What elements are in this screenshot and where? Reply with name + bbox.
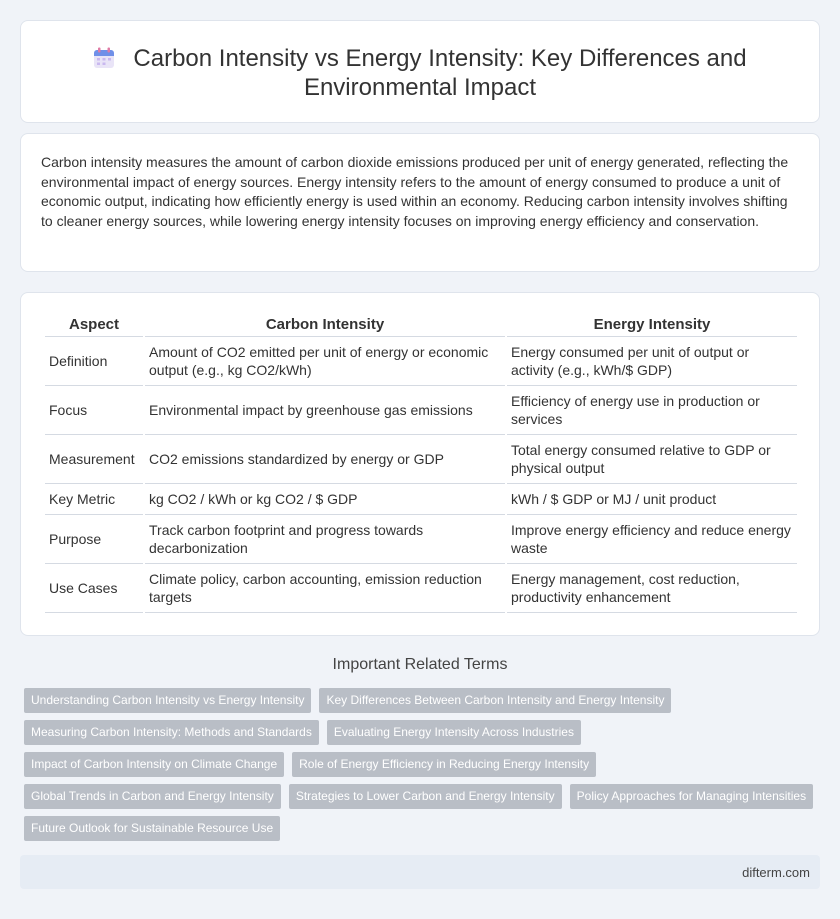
table-row [45,337,797,386]
row-carbon-value: Amount of CO2 emitted per unit of energy or economic output (e.g., kg CO2/kWh) [145,337,505,386]
footer-bar [20,855,820,889]
row-energy-value: kWh / $ GDP or MJ / unit product [507,484,797,515]
table-row [45,435,797,484]
row-energy-value: Improve energy efficiency and reduce energy waste [507,515,797,564]
related-term-link[interactable]: Evaluating Energy Intensity Across Industries [327,720,581,745]
row-carbon-value: Climate policy, carbon accounting, emission reduction targets [145,564,505,613]
row-energy-value: Energy management, cost reduction, productivity enhancement [507,564,797,613]
row-carbon-value: CO2 emissions standardized by energy or GDP [145,435,505,484]
comparison-table [43,313,799,613]
row-energy-value: Total energy consumed relative to GDP or physical output [507,435,797,484]
related-terms-tags [24,688,824,848]
title-line-1: Carbon Intensity vs Energy Intensity: Key Differences and [133,45,747,72]
comparison-table-card [20,292,820,636]
intro-paragraph: Carbon intensity measures the amount of carbon dioxide emissions produced per unit of energy generated, reflecting the environmental impact of energy sources. Energy intensity refers to the amount of energy consumed to produce a unit of economic output, indicating how efficiently energy is used within an economy. Reducing carbon intensity involves shifting to cleaner energy sources, while lowering energy intensity focuses on improving energy efficiency and conservation. [41,154,789,229]
table-row [45,564,797,613]
row-aspect: Measurement [45,435,143,484]
page-title [21,44,819,102]
row-energy-value: Efficiency of energy use in production or services [507,386,797,435]
table-row [45,386,797,435]
related-term-link[interactable]: Global Trends in Carbon and Energy Intensity [24,784,281,809]
row-aspect: Purpose [45,515,143,564]
row-aspect: Focus [45,386,143,435]
related-term-link[interactable]: Policy Approaches for Managing Intensities [570,784,813,809]
related-terms-heading: Important Related Terms [332,656,508,673]
table-header-row [45,313,797,337]
intro-card [20,133,820,272]
related-term-link[interactable]: Measuring Carbon Intensity: Methods and Standards [24,720,319,745]
header-energy-intensity: Energy Intensity [507,313,797,337]
related-term-link[interactable]: Role of Energy Efficiency in Reducing Energy Intensity [292,752,596,777]
related-term-link[interactable]: Understanding Carbon Intensity vs Energy Intensity [24,688,311,713]
header-aspect: Aspect [45,313,143,337]
related-term-link[interactable]: Future Outlook for Sustainable Resource Use [24,816,280,841]
table-row [45,484,797,515]
related-term-link[interactable]: Strategies to Lower Carbon and Energy Intensity [289,784,562,809]
row-carbon-value: Environmental impact by greenhouse gas emissions [145,386,505,435]
row-aspect: Key Metric [45,484,143,515]
row-aspect: Definition [45,337,143,386]
title-card [20,20,820,123]
row-aspect: Use Cases [45,564,143,613]
related-term-link[interactable]: Impact of Carbon Intensity on Climate Change [24,752,284,777]
row-energy-value: Energy consumed per unit of output or activity (e.g., kWh/$ GDP) [507,337,797,386]
title-line-2: Environmental Impact [303,74,537,101]
table-row [45,515,797,564]
header-carbon-intensity: Carbon Intensity [145,313,505,337]
related-term-link[interactable]: Key Differences Between Carbon Intensity and Energy Intensity [319,688,671,713]
calendar-icon [93,47,115,69]
footer-site-link[interactable]: difterm.com [742,865,810,880]
row-carbon-value: kg CO2 / kWh or kg CO2 / $ GDP [145,484,505,515]
row-carbon-value: Track carbon footprint and progress towards decarbonization [145,515,505,564]
